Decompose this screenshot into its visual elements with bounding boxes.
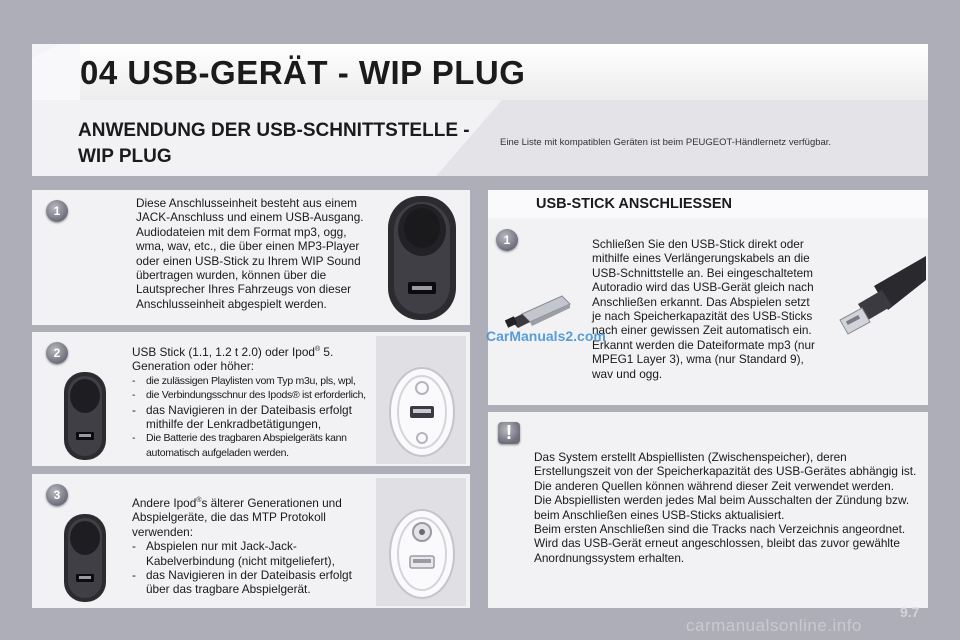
wip-plug-socket-icon [62,372,108,460]
list-item: - das Navigieren in der Dateibasis erfolgt mithilfe der Lenkradbetätigungen, [132,403,372,432]
step-badge: 2 [46,342,68,364]
left-step2-intro: USB Stick (1.1, 1.2 t 2.0) oder Ipod® 5. Generation oder höher: [132,344,334,374]
usb-stick-icon [504,292,574,332]
left-step2-list [132,374,372,460]
list-item: - das Navigieren in der Dateibasis erfolgt über das tragbare Abspielgerät. [132,568,372,597]
warning-icon: ! [498,422,520,444]
list-item: - Abspielen nur mit Jack-Jack-Kabelverbindung (nicht mitgeliefert), [132,539,372,568]
usb-port-closeup-icon [388,366,456,458]
wip-plug-socket-icon [62,514,108,602]
step-badge: 3 [46,484,68,506]
page-title: 04 USB-GERÄT - WIP PLUG [80,54,526,91]
note-paragraph: Die anderen Quellen können während dieser Zeit verwendet werden. [534,478,895,493]
wip-plug-socket-icon [384,196,460,320]
left-step3-intro: Andere Ipod®s älterer Generationen und Abspielgeräte, die das MTP Protokoll verwenden: [132,495,342,539]
note-text [534,450,926,565]
step-badge: 1 [496,229,518,251]
list-item: - die zulässigen Playlisten vom Typ m3u, pls, wpl, [132,374,372,388]
note-paragraph: Die Abspiellisten werden jedes Mal beim Ausschalten der Zündung bzw. beim Anschließen eines USB-Sticks aktualisiert. [534,493,910,522]
section-title: USB-STICK ANSCHLIESSEN [536,196,733,212]
compatibility-note: Eine Liste mit kompatiblen Geräten ist beim PEUGEOT-Händlernetz verfügbar. [500,137,832,148]
note-paragraph: Das System erstellt Abspiellisten (Zwischenspeicher), deren Erstellungszeit von der Speicherkapazität des USB-Gerätes abhängig ist. [534,450,917,479]
usb-port-closeup-icon [388,508,456,600]
left-step2-text [132,343,372,460]
note-paragraph: Beim ersten Anschließen sind die Tracks nach Verzeichnis angeordnet. Wird das USB-Gerät erneut angeschlossen, bleibt das zuvor gewählte Anordnungssystem erhalten. [534,522,906,565]
page-number: 9.7 [900,604,920,620]
left-step3-list [132,539,372,597]
section-subtitle: ANWENDUNG DER USB-SCHNITTSTELLE - WIP PLUG [78,120,470,167]
header-corner-icon [0,44,80,100]
list-item: - die Verbindungsschnur des Ipods® ist erforderlich, [132,388,372,402]
list-item: - Die Batterie des tragbaren Abspielgeräts kann automatisch aufgeladen werden. [132,431,372,460]
right-step1-text: Schließen Sie den USB-Stick direkt oder mithilfe eines Verlängerungskabels an die USB-Schnittstelle an. Bei eingeschaltetem Autoradio wird das USB-Gerät gleich nach Anschließen erkannt. Das Abspielen setzt je nach Speicherkapazität des USB-Sticks nach einer gewissen Zeit automatisch ein. Erkannt werden die Dateiformate mp3 (nur MPEG1 Layer 3), wma (nur Standard 9), wav und ogg. [592,237,815,381]
watermark-text: CarManuals2.com [486,328,606,344]
step-badge: 1 [46,200,68,222]
left-step3-text [132,494,372,597]
left-step1-text: Diese Anschlusseinheit besteht aus einem JACK-Anschluss und einem USB-Ausgang. Audiodateien mit dem Format mp3, ogg, wma, wav, etc., die über einen MP3-Player oder einen USB-Stick zu Ihrem WIP Sound übertragen wurden, können über die Lautsprecher Ihres Fahrzeugs von dieser Anschlusseinheit abgespielt werden. [136,196,364,311]
footer-watermark: carmanualsonline.info [686,616,862,635]
usb-cable-icon [834,256,926,346]
